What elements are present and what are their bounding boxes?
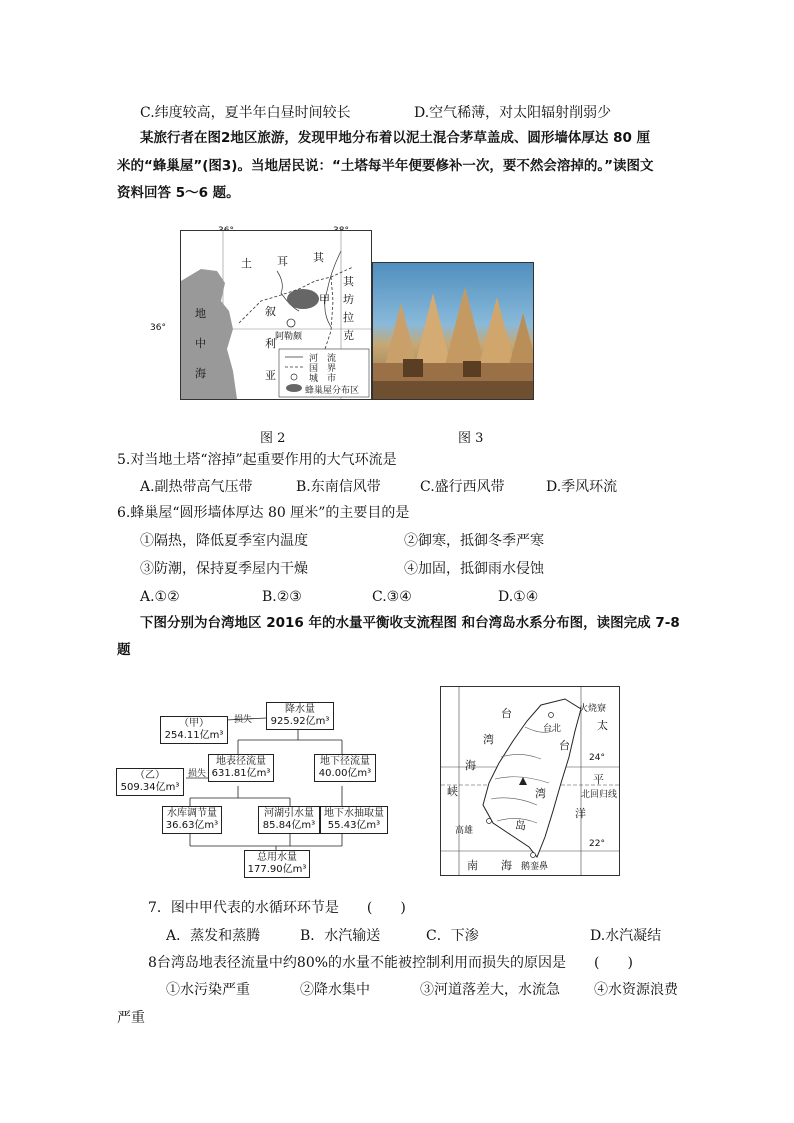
fig3-beehive-photo [372,262,534,400]
flow-precip-box [266,702,334,730]
q6-option-b: B.②③ [262,589,302,605]
flow-yi-value: 509.34亿m³ [120,782,180,793]
fig2-label-ya: 亚 [265,369,276,382]
flow-river-box [258,806,320,834]
tw-label-tropic: 北回归线 [581,790,618,800]
flow-surface-box [208,754,274,782]
q8-stem: 8台湾岛地表径流量中约80%的水量不能被控制利用而损失的原因是 ( ) [148,955,633,971]
flow-yi-box [116,768,184,796]
flow-loss2-label: 损失 [188,769,207,779]
intro1-line2: 米的“蜂巢屋”(图3)。当地居民说：“土塔每半年便要修补一次，要不然会溶掉的。”读图文 [117,158,654,174]
fig2-label-zhong: 中 [195,337,206,350]
fig2-label-right-2: 克 [343,329,354,342]
fig2-label-top-right-1: 其 [343,275,354,288]
water-balance-flowchart [110,690,410,880]
tw-label-gaoxiong: 高雄 [455,826,474,836]
flow-jia-value: 254.11亿m³ [164,730,224,741]
flow-reservoir-title: 水库调节量 [167,808,217,819]
q8-statement-1: ①水污染严重 [166,982,250,998]
q5-option-c: C.盛行西风带 [420,479,505,495]
fig2-label-di: 地 [195,307,206,320]
flow-surface-value: 631.81亿m³ [211,768,271,779]
fig2-map [180,230,372,400]
flow-ground-box [314,754,376,782]
tw-label-eluanbi: 鹅銮鼻 [521,862,549,872]
fig2-caption: 图 2 [260,431,286,446]
q8-statement-2: ②降水集中 [300,982,370,998]
q5-stem: 5.对当地土塔“溶掉”起重要作用的大气环流是 [117,452,397,468]
tw-lat-22: 22° [589,839,605,849]
q5-option-b: B.东南信风带 [296,479,381,495]
flow-reservoir-box [162,806,222,834]
q6-option-c: C.③④ [372,589,412,605]
intro2-line1: 下图分别为台湾地区 2016 年的水量平衡收支流程图 和台湾岛水系分布图，读图完成 7-8 [140,615,680,631]
tw-label-tai2: 台 [559,739,570,752]
fig3-caption: 图 3 [458,431,484,446]
tw-label-ping: 平 [593,773,604,786]
fig2-lat-36: 36° [150,323,166,333]
tw-label-tai3: 太 [597,719,608,732]
flow-yi-title: （乙） [135,770,165,781]
q6-statement-1: ①隔热，降低夏季室内温度 [140,533,308,549]
q6-statement-2: ②御寒，抵御冬季严寒 [404,533,544,549]
flow-loss1-label: 损失 [234,715,253,725]
tw-lat-24: 24° [589,753,605,763]
fig2-label-er: 耳 [277,255,288,268]
fig2-label-xu: 叙 [265,305,276,318]
fig2-label-top-right-2: 坊 [343,293,354,306]
fig2-label-qi: 其 [313,251,324,264]
q4-option-d: D.空气稀薄，对太阳辐射削弱少 [414,105,612,121]
intro1-line1: 某旅行者在图2地区旅游，发现甲地分布着以泥土混合茅草盖成、圆形墙体厚达 80 厘 [140,130,651,146]
flow-total-value: 177.90亿m³ [247,864,307,875]
flow-jia-box [160,716,228,744]
fig2-legend-city: 城 市 [309,374,337,384]
flow-ground-title: 地下径流量 [320,756,370,767]
tw-label-nan: 南 [467,859,478,872]
flow-total-box [244,850,310,878]
tw-label-taibei: 台北 [543,724,562,734]
fig2-city-aleppo: 阿勒颇 [275,332,303,342]
q7-stem: 7．图中甲代表的水循环环节是 ( ) [148,900,406,916]
q8-statement-4: ④水资源浪费 [594,982,678,998]
q6-option-d: D.①④ [498,589,539,605]
flow-precip-title: 降水量 [285,704,315,715]
tw-label-huoshao: 火烧寮 [579,704,607,714]
flow-total-title: 总用水量 [257,852,297,863]
flow-groundwater-title: 地下水抽取量 [324,808,384,819]
fig2-legend-river: 河 流 [309,354,337,364]
tw-label-yang: 洋 [575,807,586,820]
q6-statement-4: ④加固，抵御雨水侵蚀 [404,561,544,577]
q8-statement-3: ③河道落差大，水流急 [420,982,560,998]
tw-label-wan: 湾 [483,733,494,746]
intro2-line2: 题 [117,642,131,658]
tw-label-hai2: 海 [501,859,512,872]
flow-ground-value: 40.00亿m³ [318,768,372,779]
flow-groundwater-box [320,806,388,834]
fig2-legend-beehive: 蜂巢屋分布区 [305,386,360,396]
tw-label-hai: 海 [465,759,476,772]
tw-label-wan2: 湾 [535,787,546,800]
tw-label-xia: 峡 [447,785,458,798]
flow-river-title: 河湖引水量 [264,808,314,819]
fig2-label-tu: 土 [241,257,252,270]
q7-option-a: A．蒸发和蒸腾 [166,928,261,944]
q5-option-d: D.季风环流 [546,479,618,495]
flow-groundwater-value: 55.43亿m³ [327,820,381,831]
fig2-legend-border: 国 界 [309,364,337,374]
q8-statement-4-cont: 严重 [117,1010,145,1026]
q6-statement-3: ③防潮，保持夏季屋内干燥 [140,561,308,577]
q5-option-a: A.副热带高气压带 [140,479,253,495]
q6-option-a: A.①② [140,589,180,605]
fig3-beehive-graphic [373,263,533,399]
q7-option-d: D.水汽凝结 [590,928,662,944]
flow-surface-title: 地表径流量 [216,756,266,767]
flow-jia-title: （甲） [179,718,209,729]
flow-precip-value: 925.92亿m³ [270,716,330,727]
q6-stem: 6.蜂巢屋“圆形墙体厚达 80 厘米”的主要目的是 [117,505,410,521]
flow-reservoir-value: 36.63亿m³ [165,820,219,831]
fig2-label-jia: 甲 [319,293,330,306]
intro1-line3: 资料回答 5～6 题。 [117,185,240,201]
flow-river-value: 85.84亿m³ [262,820,316,831]
fig2-label-li: 利 [265,337,276,350]
tw-label-tai: 台 [501,707,512,720]
fig2-label-hai: 海 [195,367,206,380]
tw-label-dao: 岛 [515,819,526,832]
q7-option-b: B．水汽输送 [300,928,381,944]
q7-option-c: C．下渗 [426,928,479,944]
taiwan-water-map [440,686,620,876]
q4-option-c: C.纬度较高，夏半年白昼时间较长 [140,105,351,121]
fig2-label-right-1: 拉 [343,311,354,324]
